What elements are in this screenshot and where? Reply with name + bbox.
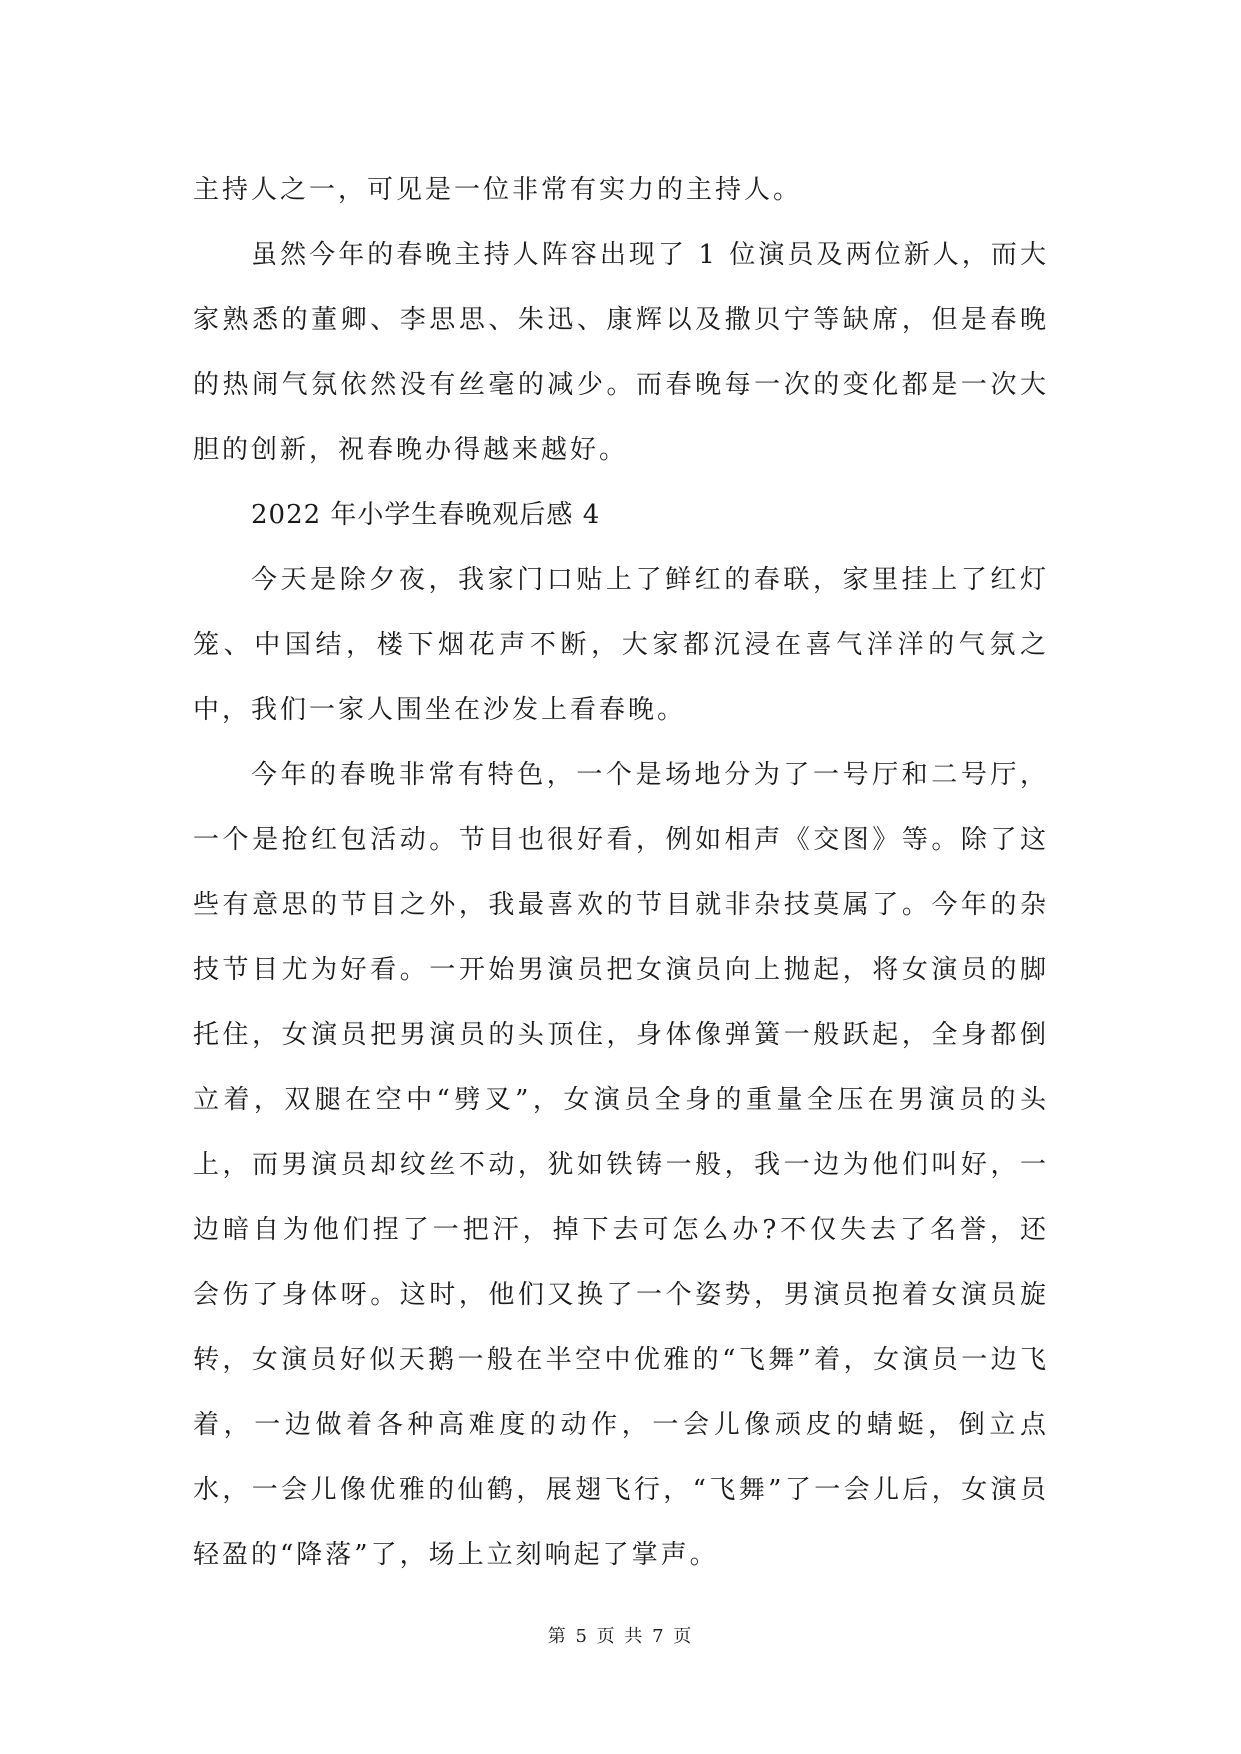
page-footer: 第 5 页 共 7 页 (547, 1626, 694, 1647)
paragraph-acrobatics: 今年的春晚非常有特色，一个是场地分为了一号厅和二号厅，一个是抢红包活动。节目也很好看，例如相声《交图》等。除了这些有意思的节目之外，我最喜欢的节目就非杂技莫属了。今年的杂技节目尤为好看。一开始男演员把女演员向上抛起，将女演员的脚托住，女演员把男演员的头顶住，身体像弹簧一般跃起，全身都倒立着，双腿在空中“劈叉”，女演员全身的重量全压在男演员的头上，而男演员却纹丝不动，犹如铁铸一般，我一边为他们叫好，一边暗自为他们捏了一把汗，掉下去可怎么办?不仅失去了名誉，还会伤了身体呀。这时，他们又换了一个姿势，男演员抱着女演员旋转，女演员好似天鹅一般在半空中优雅的“飞舞”着，女演员一边飞着，一边做着各种高难度的动作，一会儿像顽皮的蜻蜓，倒立点水，一会儿像优雅的仙鹤，展翅飞行，“飞舞”了一会儿后，女演员轻盈的“降落”了，场上立刻响起了掌声。 (193, 760, 1049, 1570)
paragraph-continuation: 主持人之一，可见是一位非常有实力的主持人。 (193, 175, 803, 205)
section-heading: 2022 年小学生春晚观后感 4 (251, 500, 601, 530)
paragraph-hosts: 虽然今年的春晚主持人阵容出现了 1 位演员及两位新人，而大家熟悉的董卿、李思思、朱迅、康辉以及撒贝宁等缺席，但是春晚的热闹气氛依然没有丝毫的减少。而春晚每一次的变化都是一次大胆的创新，祝春晚办得越来越好。 (193, 240, 1049, 465)
document-body (193, 158, 1049, 1588)
paragraph-new-year-eve: 今天是除夕夜，我家门口贴上了鲜红的春联，家里挂上了红灯笼、中国结，楼下烟花声不断，大家都沉浸在喜气洋洋的气氛之中，我们一家人围坐在沙发上看春晚。 (193, 565, 1049, 725)
